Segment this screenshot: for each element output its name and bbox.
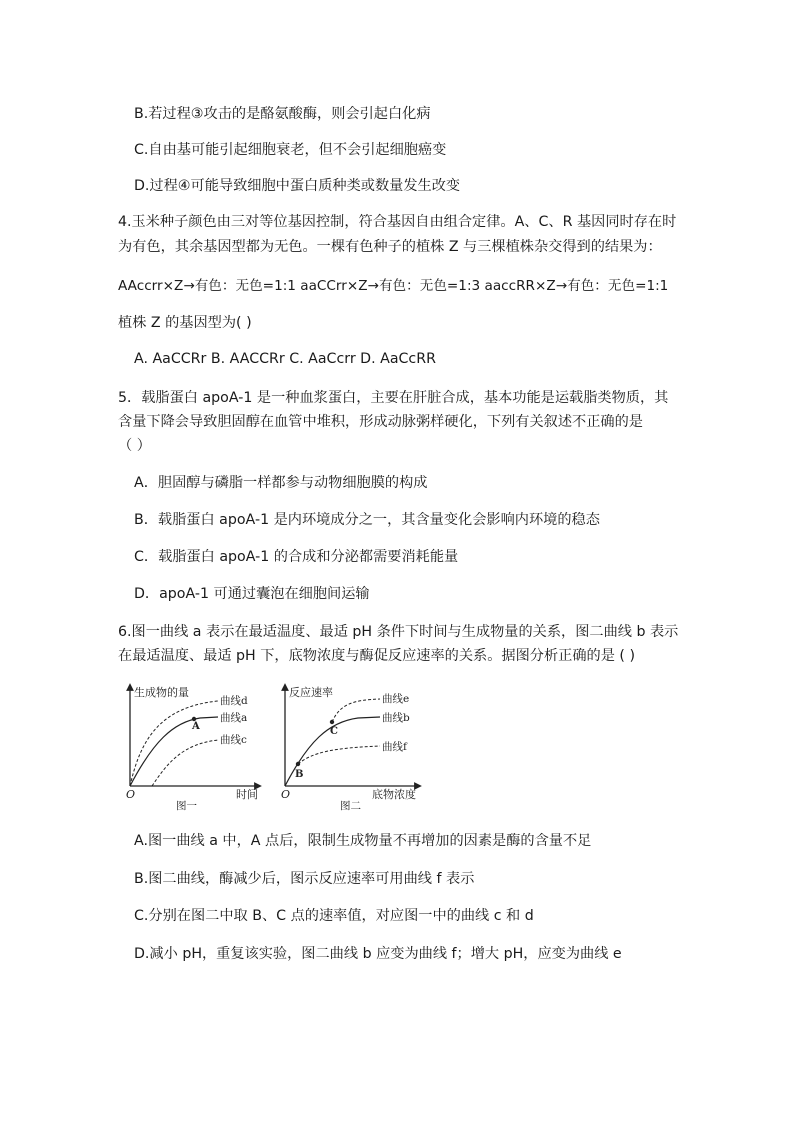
q5-stem-line1: 5．载脂蛋白 apoA-1 是一种血浆蛋白，主要在肝脏合成，基本功能是运载脂类物质，其: [118, 390, 669, 406]
fig2-caption: 图二: [340, 800, 361, 812]
fig1-point-a-label: A: [192, 721, 200, 732]
figure-two: [281, 685, 418, 812]
fig1-curve-d: [130, 701, 218, 786]
q5-stem-line3: （ ）: [118, 438, 151, 454]
fig2-curve-f: [298, 746, 380, 764]
q6-option-c: C.分别在图二中取 B、C 点的速率值，对应图一中的曲线 c 和 d: [134, 908, 534, 924]
fig2-curve-f-label: 曲线f: [382, 741, 407, 753]
q4-crosses: AAccrr×Z→有色：无色=1:1 aaCCrr×Z→有色：无色=1:3 aaccRR×Z→有色：无色=1:1: [118, 278, 669, 294]
q3-option-d: D.过程④可能导致细胞中蛋白质种类或数量发生改变: [134, 178, 461, 194]
fig1-caption: 图一: [176, 800, 197, 812]
fig1-curve-c: [152, 740, 218, 786]
fig1-curve-c-label: 曲线c: [220, 734, 247, 746]
fig1-curve-d-label: 曲线d: [220, 695, 248, 707]
q6-option-b: B.图二曲线，酶减少后，图示反应速率可用曲线 f 表示: [134, 871, 475, 887]
q3-option-c: C.自由基可能引起细胞衰老，但不会引起细胞癌变: [134, 142, 447, 158]
fig2-curve-e-label: 曲线e: [382, 693, 410, 705]
fig2-origin: O: [281, 788, 291, 801]
q6-stem-line2: 在最适温度、最适 pH 下，底物浓度与酶促反应速率的关系。据图分析正确的是 ( ): [118, 648, 635, 664]
fig1-xlabel: 时间: [236, 788, 258, 801]
q6-stem-line1: 6.图一曲线 a 表示在最适温度、最适 pH 条件下时间与生成物量的关系，图二曲线 b 表示: [118, 624, 679, 640]
q5-option-b: B．载脂蛋白 apoA-1 是内环境成分之一，其含量变化会影响内环境的稳态: [134, 512, 600, 528]
q4-options: A. AaCCRr B. AACCRr C. AaCcrr D. AaCcRR: [134, 351, 436, 367]
fig2-ylabel: 反应速率: [289, 686, 333, 699]
figure-svg: [118, 682, 428, 812]
fig1-curve-a-label: 曲线a: [220, 712, 248, 724]
q5-option-a: A．胆固醇与磷脂一样都参与动物细胞膜的构成: [134, 475, 428, 491]
fig2-point-c: [330, 720, 334, 724]
q5-option-d: D．apoA-1 可通过囊泡在细胞间运输: [134, 586, 370, 602]
q6-option-d: D.减小 pH，重复该实验，图二曲线 b 应变为曲线 f；增大 pH，应变为曲线 e: [134, 946, 622, 962]
q4-stem-line1: 4.玉米种子颜色由三对等位基因控制，符合基因自由组合定律。A、C、R 基因同时存在时: [118, 214, 677, 230]
figure-one: [126, 685, 258, 812]
q4-stem-line2: 为有色，其余基因型都为无色。一棵有色种子的植株 Z 与三棵植株杂交得到的结果为：: [118, 239, 662, 255]
q5-option-c: C．载脂蛋白 apoA-1 的合成和分泌都需要消耗能量: [134, 549, 459, 565]
fig1-origin: O: [126, 788, 136, 801]
fig2-point-c-label: C: [330, 726, 338, 737]
fig2-curve-b-label: 曲线b: [382, 712, 410, 724]
fig1-curve-a: [130, 717, 218, 786]
q5-stem-line2: 含量下降会导致胆固醇在血管中堆积，形成动脉粥样硬化，下列有关叙述不正确的是: [118, 414, 643, 430]
q6-option-a: A.图一曲线 a 中，A 点后，限制生成物量不再增加的因素是酶的含量不足: [134, 833, 592, 849]
fig2-point-b: [296, 762, 300, 766]
fig1-ylabel: 生成物的量: [134, 686, 189, 699]
q6-figures: [118, 682, 428, 812]
q4-stem-line3: 植株 Z 的基因型为( ): [118, 315, 252, 331]
fig2-point-b-label: B: [295, 769, 304, 780]
q3-option-b: B.若过程③攻击的是酪氨酸酶，则会引起白化病: [134, 106, 431, 122]
fig2-xlabel: 底物浓度: [372, 788, 416, 801]
